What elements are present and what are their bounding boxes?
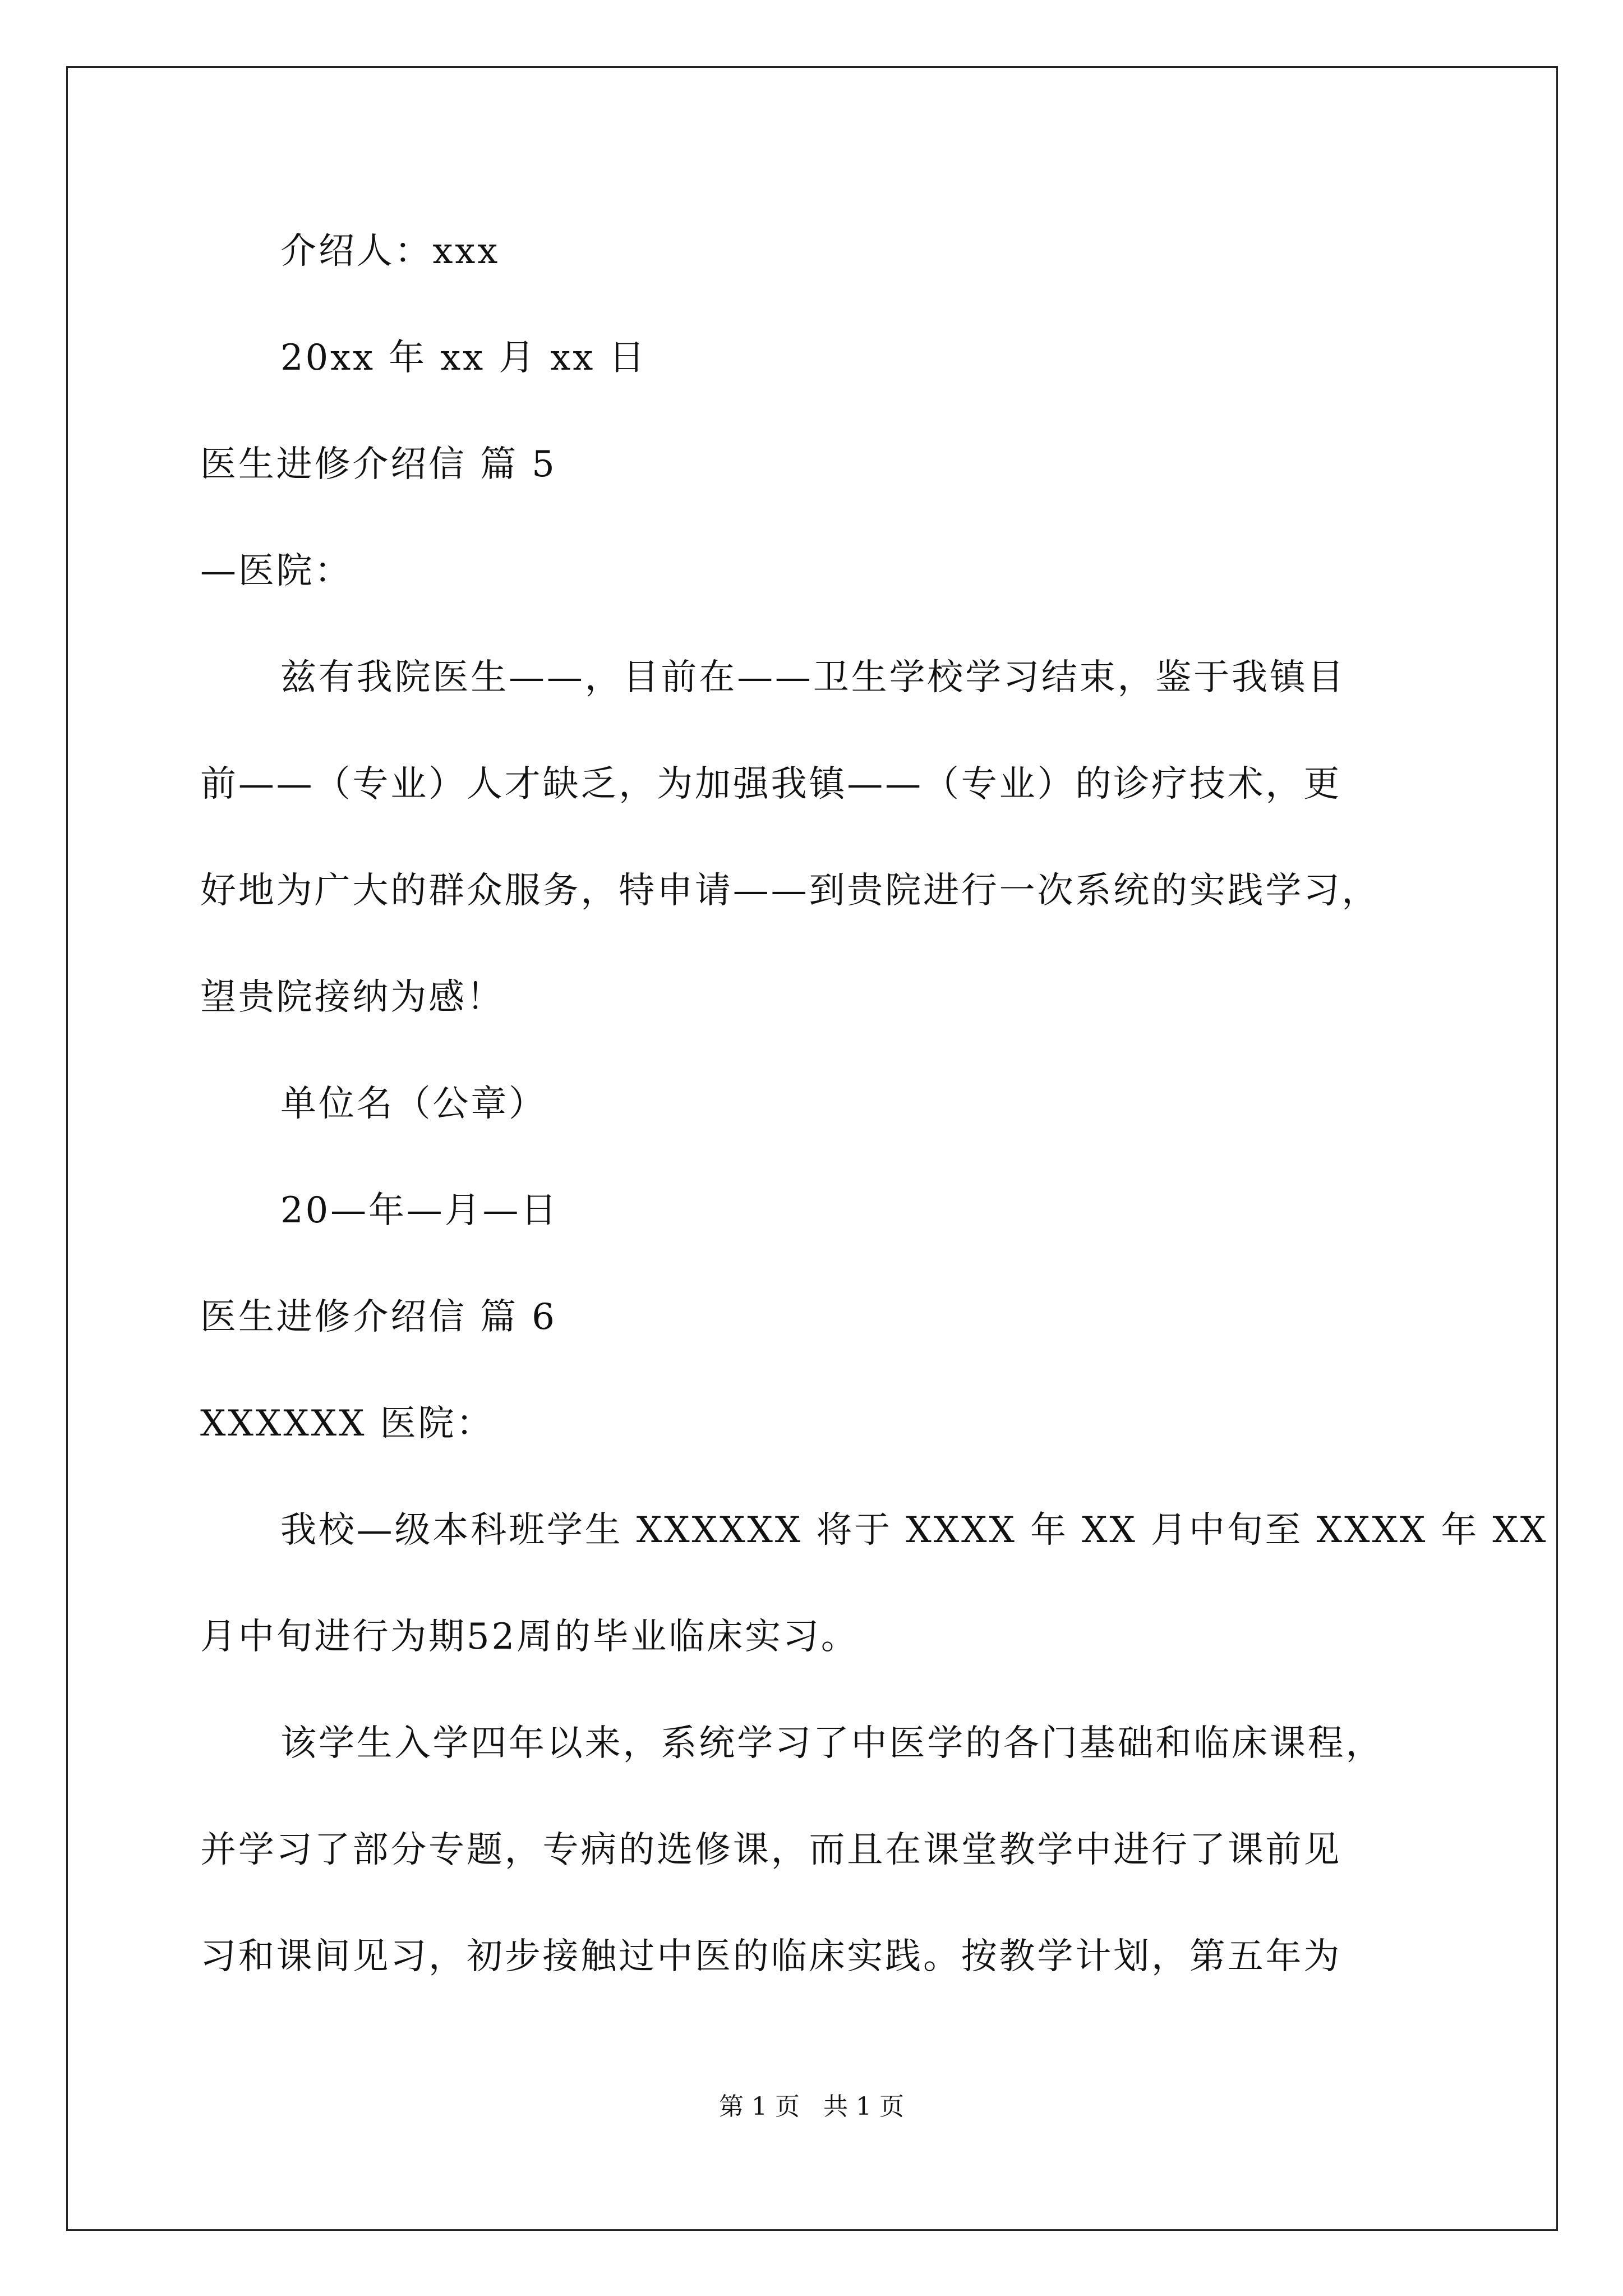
section-heading-6: 医生进修介绍信 篇 6 bbox=[200, 1296, 557, 1338]
salutation-line: —医院： bbox=[200, 550, 353, 592]
body-paragraph-line: 月中旬进行为期52周的毕业临床实习。 bbox=[200, 1616, 859, 1658]
referrer-line: 介绍人：xxx bbox=[280, 231, 500, 272]
body-paragraph-line: 前——（专业）人才缺乏，为加强我镇——（专业）的诊疗技术，更 bbox=[200, 763, 1342, 805]
page-border bbox=[66, 66, 1558, 2231]
body-paragraph-line: 好地为广大的群众服务，特申请——到贵院进行一次系统的实践学习， bbox=[200, 870, 1380, 912]
body-paragraph-line: 该学生入学四年以来，系统学习了中医学的各门基础和临床课程， bbox=[280, 1723, 1384, 1764]
salutation-line: XXXXXX 医院： bbox=[200, 1403, 495, 1444]
body-paragraph-line: 望贵院接纳为感！ bbox=[200, 977, 505, 1018]
date-line: 20—年—月—日 bbox=[280, 1190, 559, 1231]
section-heading-5: 医生进修介绍信 篇 5 bbox=[200, 444, 557, 485]
body-paragraph-line: 兹有我院医生——，目前在——卫生学校学习结束，鉴于我镇目 bbox=[280, 657, 1346, 698]
body-paragraph-line: 我校—级本科班学生 XXXXXX 将于 XXXX 年 XX 月中旬至 XXXX 年 XX bbox=[280, 1510, 1548, 1551]
unit-name-line: 单位名（公章） bbox=[280, 1083, 547, 1125]
date-line: 20xx 年 xx 月 xx 日 bbox=[280, 337, 647, 379]
body-paragraph-line: 并学习了部分专题，专病的选修课，而且在课堂教学中进行了课前见 bbox=[200, 1829, 1342, 1871]
body-paragraph-line: 习和课间见习，初步接触过中医的临床实践。按教学计划，第五年为 bbox=[200, 1936, 1342, 1977]
page-footer: 第 1 页 共 1 页 bbox=[719, 2092, 904, 2121]
